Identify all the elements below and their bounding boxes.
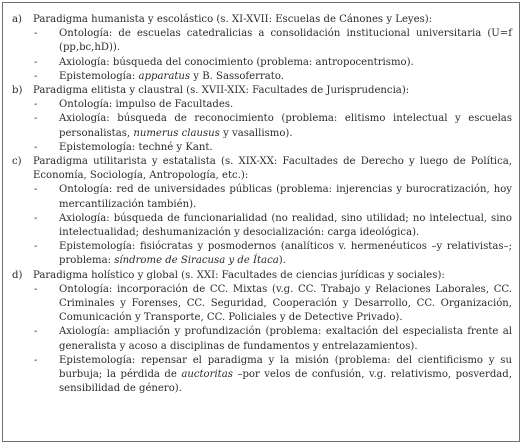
dash-bullet: - — [34, 354, 38, 366]
item-text-end: y vasallismo). — [219, 127, 293, 139]
list-item-text — [59, 27, 512, 55]
list-item-text — [59, 325, 512, 353]
paradigm-holistic-heading — [12, 269, 512, 283]
item-text-end: ). — [278, 255, 286, 267]
section-letter: d) — [12, 269, 23, 281]
dash-bullet: - — [34, 70, 38, 82]
item-italic-term: síndrome de Siracusa y de Ítaca — [114, 255, 279, 267]
list-item-text — [59, 141, 512, 155]
list-item-text — [59, 283, 512, 326]
list-item-text — [59, 240, 512, 268]
item-text-start: Ontología: red de universidades públicas (problema: injerencias y burocratización, hoy mercantilización también). — [59, 184, 512, 210]
list-item-text — [59, 212, 512, 240]
item-italic-term: auctoritas — [181, 369, 233, 381]
item-text-end: y B. Sassoferrato. — [190, 70, 284, 82]
list-item — [12, 112, 512, 140]
section-heading-text: Paradigma humanista y escolástico (s. XI-XVII: Escuelas de Cánones y Leyes): — [33, 14, 433, 25]
item-text-start: Ontología: de escuelas catedralicias a consolidación institucional universitaria (U=f (pp,bc,hD)). — [59, 28, 512, 54]
dash-bullet: - — [34, 241, 38, 253]
item-text-start: Axiología: búsqueda de funcionarialidad (no realidad, sino utilidad; no intelectual, sino intelectualidad; deshumanización y desocialización: carga ideológica). — [59, 212, 512, 239]
section-heading-text: Paradigma utilitarista y estatalista (s. XIX-XX: Facultades de Derecho y luego de Política, Economía, Sociología, Antropología, etc.): — [33, 156, 512, 182]
list-item-text — [59, 70, 512, 84]
paradigm-box — [2, 2, 520, 442]
list-item — [12, 56, 512, 70]
item-text-start: Axiología: ampliación y profundización (problema: exaltación del especialista frente al generalista y acoso a disciplinas de fundamentos y entrelazamientos). — [59, 326, 512, 352]
dash-bullet: - — [34, 212, 38, 224]
list-item-text — [59, 354, 512, 397]
list-item-text — [59, 56, 512, 70]
list-item — [12, 283, 512, 326]
list-item — [12, 240, 512, 268]
item-text-start: Axiología: búsqueda del conocimiento (problema: antropocentrismo). — [59, 56, 414, 68]
paradigm-utilitarian-heading — [12, 155, 512, 183]
list-item — [12, 325, 512, 353]
dash-bullet: - — [34, 56, 38, 68]
list-item — [12, 70, 512, 84]
item-italic-term: apparatus — [138, 70, 191, 82]
list-item — [12, 183, 512, 211]
paradigm-humanist-heading — [12, 13, 512, 27]
section-letter: a) — [12, 14, 22, 25]
section-letter: c) — [12, 156, 22, 168]
section-heading-text: Paradigma holístico y global (s. XXI: Facultades de ciencias jurídicas y sociales): — [33, 269, 445, 281]
item-text-start: Axiología: búsqueda de reconocimiento (problema: elitismo intelectual y escuelas personalistas, — [59, 113, 512, 139]
item-text-start: Epistemología: repensar el paradigma y la misión (problema: del cientificismo y su burbuja; la pérdida de — [59, 354, 512, 381]
item-text-start: Ontología: incorporación de CC. Mixtas (v.g. CC. Trabajo y Relaciones Laborales, CC. Criminales y Forenses, CC. Seguridad, Cooperación y Desarrollo, CC. Organización, Comunicación y Transporte, CC. Policiales y de Detective Privado). — [59, 283, 512, 324]
item-text-start: Epistemología: — [59, 70, 139, 82]
dash-bullet: - — [34, 326, 38, 338]
list-item — [12, 27, 512, 55]
list-item-text — [59, 112, 512, 140]
section-letter: b) — [12, 85, 23, 97]
paradigm-elitist-heading — [12, 84, 512, 98]
list-item — [12, 98, 512, 112]
dash-bullet: - — [34, 283, 38, 295]
dash-bullet: - — [34, 99, 38, 111]
item-text-start: Epistemología: techné y Kant. — [59, 141, 213, 153]
item-text-start: Ontología: impulso de Facultades. — [59, 99, 234, 111]
dash-bullet: - — [34, 113, 38, 125]
list-item — [12, 354, 512, 397]
list-item — [12, 212, 512, 240]
item-italic-term: numerus clausus — [133, 127, 220, 139]
dash-bullet: - — [34, 184, 38, 196]
list-item — [12, 141, 512, 155]
dash-bullet: - — [34, 141, 38, 153]
section-heading-text: Paradigma elitista y claustral (s. XVII-XIX: Facultades de Jurisprudencia): — [33, 85, 410, 97]
list-item-text — [59, 183, 512, 211]
list-item-text — [59, 98, 512, 112]
item-text-start: Epistemología: fisiócratas y posmodernos (analíticos v. hermenéuticos –y relativistas–; problema: — [59, 241, 512, 267]
dash-bullet: - — [34, 28, 38, 40]
item-text-end: –por velos de confusión, v.g. relativismo, posverdad, sensibilidad de género). — [59, 369, 512, 395]
